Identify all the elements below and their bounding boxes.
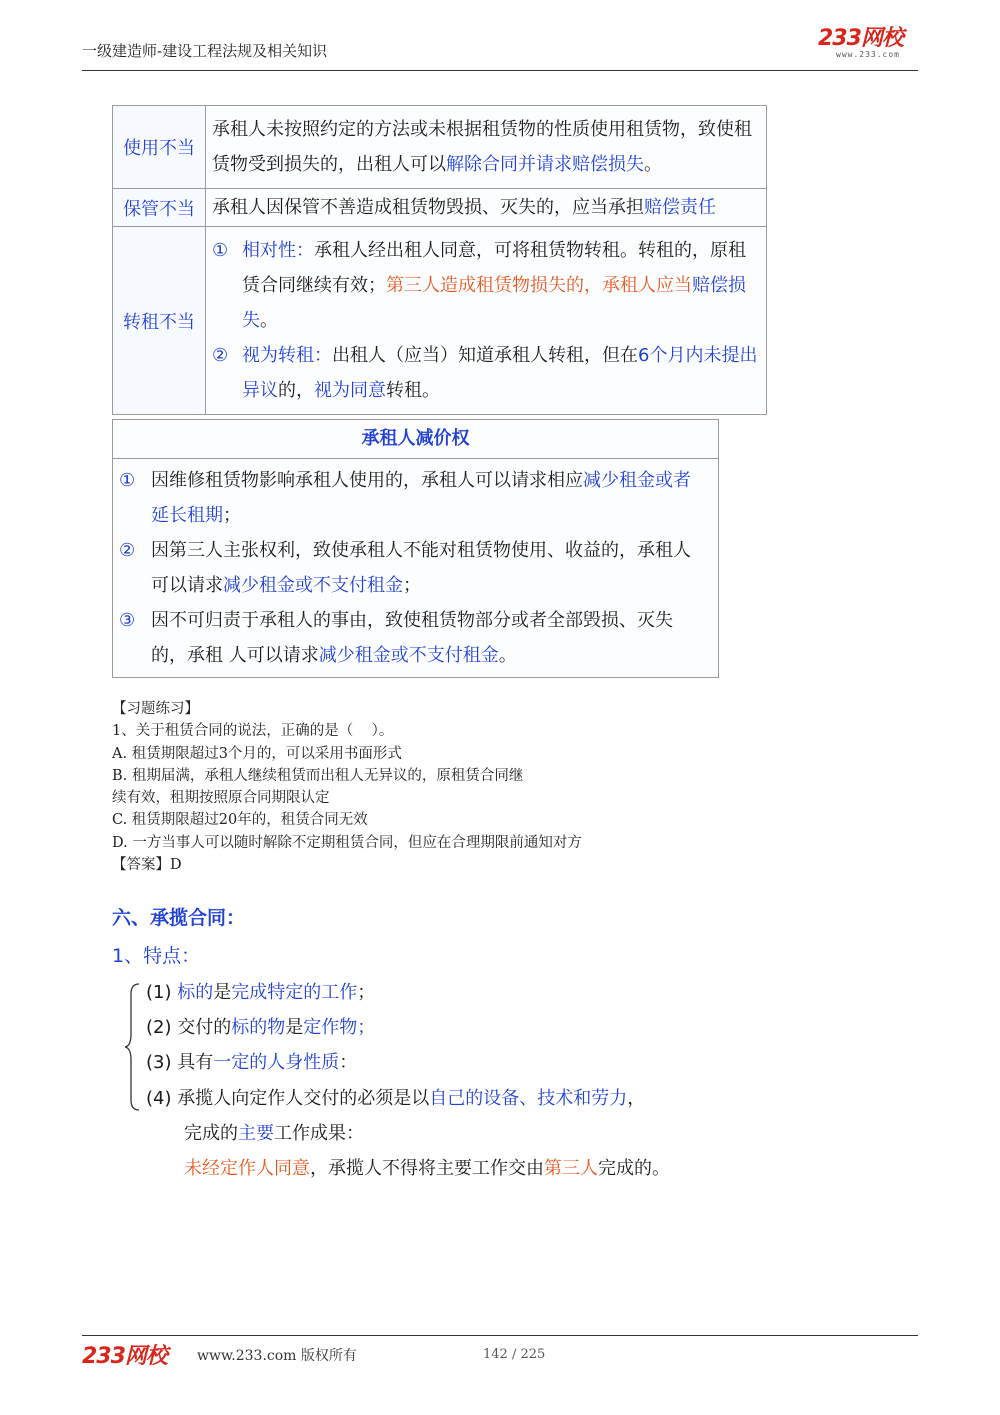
list-item: (2) 交付的标的物是定作物；: [146, 1017, 376, 1039]
footer-divider: [82, 1335, 918, 1336]
page-number: 142 / 225: [483, 1347, 546, 1362]
exercise-heading: 【习题练习】: [112, 701, 199, 717]
section-title: 六、承揽合同：: [112, 907, 246, 929]
exercise-answer: 【答案】D: [112, 857, 182, 874]
list-item: (3) 具有一定的人身性质：: [146, 1052, 358, 1074]
list-item: ① 相对性：承租人经出租人同意，可将租赁物转租。转租的，原租赁合同继续有效；第三人造成租赁物损失的，承租人应当赔偿损失。: [212, 240, 746, 331]
option-a: A. 租赁期限超过3个月的，可以采用书面形式: [112, 745, 402, 762]
list-item: (1) 标的是完成特定的工作；: [146, 982, 376, 1003]
header-logo: [818, 28, 918, 64]
list-item: ③ 因不可归责于承租人的事由，致使租赁物部分或者全部毁损、灭失的，承租 人可以请求减少租金或不支付租金。: [119, 610, 673, 666]
option-b: B. 租期届满，承租人继续租赁而出租人无异议的，原租赁合同继: [112, 767, 524, 784]
list-item-continued: 完成的主要工作成果：: [184, 1122, 364, 1144]
header-divider: [82, 70, 918, 71]
option-d: D. 一方当事人可以随时解除不定期租赁合同，但应在合理期限前通知对方: [112, 834, 582, 851]
rent-reduction-box: [112, 419, 719, 678]
list-item-continued: 未经定作人同意，承揽人不得将主要工作交由第三人完成的。: [184, 1158, 670, 1180]
table-row: [113, 227, 767, 415]
list-item: (4) 承揽人向定作人交付的必须是以自己的设备、技术和劳力，: [146, 1087, 646, 1109]
footer-logo: 233网校: [82, 1344, 167, 1369]
misuse-table: [112, 105, 767, 415]
exercise-block: [112, 698, 582, 876]
exercise-question: 1、关于租赁合同的说法，正确的是（ ）。: [112, 723, 394, 740]
list-item: ② 因第三人主张权利，致使承租人不能对租赁物使用、收益的，承租人可以请求减少租金或不支付租金；: [119, 540, 691, 596]
list-item: ① 因维修租赁物影响承租人使用的，承租人可以请求相应减少租金或者延长租期；: [119, 470, 691, 526]
option-c: C. 租赁期限超过20年的，租赁合同无效: [112, 812, 368, 829]
footer-copyright: www.233.com 版权所有: [197, 1348, 357, 1364]
row-value: 承租人因保管不善造成租赁物毁损、灭失的，应当承担赔偿责任: [206, 189, 767, 227]
box-title: 承租人减价权: [113, 420, 718, 459]
header-logo-url: www.233.com: [836, 50, 900, 59]
row-value: [206, 227, 767, 415]
table-row: [113, 106, 767, 189]
table-row: [113, 189, 767, 227]
list-item: ② 视为转租：出租人（应当）知道承租人转租，但在6个月内未提出异议的，视为同意转租。: [212, 345, 758, 401]
curly-brace-icon: [125, 982, 145, 1112]
features-list: [146, 975, 670, 1186]
section-subtitle: 1、特点：: [112, 945, 201, 967]
row-key: 转租不当: [113, 227, 206, 415]
row-value: 承租人未按照约定的方法或未根据租赁物的性质使用租赁物，致使租赁物受到损失的，出租人可以解除合同并请求赔偿损失。: [206, 106, 767, 189]
row-key: 使用不当: [113, 106, 206, 189]
document-header-title: 一级建造师-建设工程法规及相关知识: [82, 42, 328, 60]
row-key: 保管不当: [113, 189, 206, 227]
header-logo-mark: 233网校: [818, 26, 903, 51]
option-b-continued: 续有效，租期按照原合同期限认定: [112, 790, 330, 807]
